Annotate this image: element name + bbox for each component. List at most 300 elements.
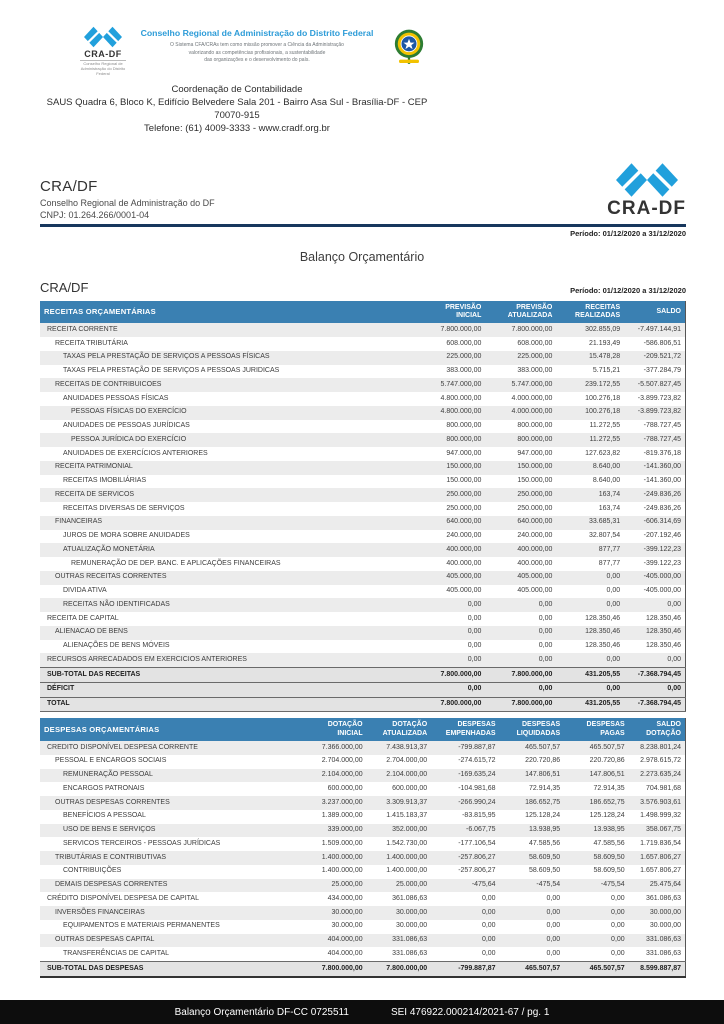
subheader-period-label: Período: 01/12/2020 a 31/12/2020 <box>570 285 686 295</box>
amount-cell: 7.800.000,00 <box>440 325 482 333</box>
amount-cell: 640.000,00 <box>446 518 482 526</box>
column-header: DESPESAS LIQUIDADAS <box>500 718 565 741</box>
report-subheader <box>40 280 686 295</box>
row-label: USO DE BENS E SERVIÇOS <box>63 826 156 834</box>
row-label: ATUALIZAÇÃO MONETÁRIA <box>63 545 155 553</box>
entity-full-name: Conselho Regional de Administração do DF <box>40 197 215 208</box>
amount-cell: 125.128,24 <box>589 812 625 820</box>
amount-cell: 30.000,00 <box>331 922 363 930</box>
amount-cell: 7.800.000,00 <box>511 325 553 333</box>
amount-cell: 361.086,63 <box>645 894 681 902</box>
amount-cell: 7.800.000,00 <box>485 668 556 683</box>
row-label: REMUNERAÇÃO PESSOAL <box>63 771 153 779</box>
amount-cell: 128.350,46 <box>585 628 621 636</box>
despesas-table <box>40 718 686 978</box>
amount-cell: 404.000,00 <box>327 936 363 944</box>
amount-cell: 0,00 <box>606 600 621 608</box>
amount-cell: 2.104.000,00 <box>321 771 363 779</box>
column-header: DOTAÇÃO INICIAL <box>305 718 367 741</box>
amount-cell: 125.128,24 <box>525 812 561 820</box>
amount-cell: -3.899.723,82 <box>637 408 681 416</box>
data-row <box>40 810 686 824</box>
amount-cell: -249.836,26 <box>643 504 681 512</box>
amount-cell: -586.806,51 <box>643 339 681 347</box>
data-row <box>40 892 686 906</box>
amount-cell: 0,00 <box>611 894 625 902</box>
amount-cell: 361.086,63 <box>392 894 428 902</box>
amount-cell: -7.497.144,91 <box>637 325 681 333</box>
mission-line: O Sistema CFA/CRAs tem como missão promover a Ciência da Administração <box>170 42 344 49</box>
address-line: SAUS Quadra 6, Bloco K, Edifício Belvedere Sala 201 - Bairro Asa Sul - Brasília-DF - CEP <box>46 97 428 109</box>
amount-cell: 0,00 <box>467 600 482 608</box>
amount-cell: -5.507.827,45 <box>637 380 681 388</box>
amount-cell: 240.000,00 <box>517 532 553 540</box>
amount-cell: 30.000,00 <box>331 908 363 916</box>
amount-cell: -788.727,45 <box>643 422 681 430</box>
row-label: ALIENACAO DE BENS <box>55 628 128 636</box>
amount-cell: 2.704.000,00 <box>321 757 363 765</box>
column-header: DESPESAS ORÇAMENTÁRIAS <box>40 718 305 741</box>
cra-df-diamonds-icon <box>84 26 122 48</box>
amount-cell: 240.000,00 <box>446 532 482 540</box>
data-row <box>40 598 686 612</box>
amount-cell: 1.400.000,00 <box>321 867 363 875</box>
amount-cell: 431.205,55 <box>556 697 624 712</box>
amount-cell: 640.000,00 <box>517 518 553 526</box>
receitas-table-header <box>40 301 686 324</box>
amount-cell: 600.000,00 <box>327 784 363 792</box>
column-header: PREVISÃO ATUALIZADA <box>485 301 556 324</box>
amount-cell: -475,64 <box>471 881 496 889</box>
amount-cell: 0,00 <box>546 936 561 944</box>
amount-cell: 0,00 <box>611 908 625 916</box>
amount-cell: 1.542.730,00 <box>386 839 428 847</box>
data-row <box>40 640 686 654</box>
data-row <box>40 626 686 640</box>
entity-cnpj: CNPJ: 01.264.266/0001-04 <box>40 209 150 220</box>
amount-cell: 127.623,82 <box>585 449 621 457</box>
amount-cell: 0,00 <box>467 628 482 636</box>
amount-cell: 30.000,00 <box>649 908 681 916</box>
amount-cell: 0,00 <box>667 600 681 608</box>
amount-cell: -141.360,00 <box>643 463 681 471</box>
row-label: DEMAIS DESPESAS CORRENTES <box>55 881 168 889</box>
data-row <box>40 879 686 893</box>
row-label: SERVICOS TERCEIROS - PESSOAS JURÍDICAS <box>63 839 221 847</box>
cra-df-diamonds-icon <box>616 162 678 198</box>
mission-line: valorizando as competências profissionais, a sustentabilidade <box>188 49 326 56</box>
amount-cell: 0,00 <box>538 628 553 636</box>
amount-cell: 383.000,00 <box>446 367 482 375</box>
amount-cell: 5.715,21 <box>592 367 621 375</box>
amount-cell: 0,00 <box>624 682 685 697</box>
amount-cell: 0,00 <box>546 922 561 930</box>
row-label: RECEITA DE CAPITAL <box>47 614 119 622</box>
amount-cell: 0,00 <box>546 949 561 957</box>
amount-cell: 0,00 <box>414 682 485 697</box>
amount-cell: 25.000,00 <box>331 881 363 889</box>
amount-cell: 0,00 <box>467 642 482 650</box>
row-label: TOTAL <box>40 697 414 712</box>
amount-cell: 1.389.000,00 <box>321 812 363 820</box>
amount-cell: -141.360,00 <box>643 477 681 485</box>
column-header: RECEITAS REALIZADAS <box>556 301 624 324</box>
entity-short-name: CRA/DF <box>40 177 98 195</box>
amount-cell: -799.887,87 <box>431 962 499 977</box>
amount-cell: 331.086,63 <box>645 936 681 944</box>
amount-cell: 2.273.635,24 <box>640 771 681 779</box>
row-label: RECEITA CORRENTE <box>47 325 118 333</box>
amount-cell: -606.314,69 <box>643 518 681 526</box>
amount-cell: 128.350,46 <box>585 614 621 622</box>
amount-cell: 1.400.000,00 <box>386 853 428 861</box>
amount-cell: 465.507,57 <box>500 962 565 977</box>
footer-document-reference: Balanço Orçamentário DF-CC 0725511 <box>174 1006 349 1018</box>
amount-cell: 434.000,00 <box>327 894 363 902</box>
row-label: INVERSÕES FINANCEIRAS <box>55 908 145 916</box>
data-row <box>40 585 686 599</box>
amount-cell: 405.000,00 <box>517 573 553 581</box>
amount-cell: 400.000,00 <box>517 559 553 567</box>
amount-cell: 0,00 <box>467 614 482 622</box>
amount-cell: 0,00 <box>481 908 496 916</box>
row-label: TAXAS PELA PRESTAÇÃO DE SERVIÇOS A PESSOAS JURIDICAS <box>63 367 280 375</box>
row-label: SUB-TOTAL DAS RECEITAS <box>40 668 414 683</box>
amount-cell: 25.475,64 <box>649 881 681 889</box>
amount-cell: 58.609,50 <box>593 853 625 861</box>
amount-cell: 186.652,75 <box>525 798 561 806</box>
amount-cell: 33.685,31 <box>589 518 621 526</box>
amount-cell: 0,00 <box>538 614 553 622</box>
amount-cell: 147.806,51 <box>525 771 561 779</box>
amount-cell: 220.720,86 <box>589 757 625 765</box>
row-label: ANUIDADES DE PESSOAS JURÍDICAS <box>63 422 190 430</box>
column-header: SALDO DOTAÇÃO <box>629 718 686 741</box>
amount-cell: 608.000,00 <box>517 339 553 347</box>
header-row <box>40 718 686 741</box>
brazil-coat-of-arms-icon <box>388 26 430 70</box>
row-label: BENEFÍCIOS A PESSOAL <box>63 812 146 820</box>
entity-header <box>40 162 686 220</box>
data-row <box>40 796 686 810</box>
amount-cell: 1.657.806,27 <box>640 867 681 875</box>
amount-cell: 404.000,00 <box>327 949 363 957</box>
amount-cell: 25.000,00 <box>396 881 428 889</box>
amount-cell: -475,54 <box>536 881 561 889</box>
amount-cell: 1.400.000,00 <box>321 853 363 861</box>
data-row <box>40 365 686 379</box>
amount-cell: 800.000,00 <box>517 435 553 443</box>
amount-cell: 800.000,00 <box>446 435 482 443</box>
amount-cell: 302.855,09 <box>585 325 621 333</box>
amount-cell: 163,74 <box>598 490 621 498</box>
data-row <box>40 906 686 920</box>
data-row <box>40 488 686 502</box>
amount-cell: 0,00 <box>546 908 561 916</box>
amount-cell: 1.509.000,00 <box>321 839 363 847</box>
amount-cell: 5.747.000,00 <box>440 380 482 388</box>
data-row <box>40 865 686 879</box>
amount-cell: 331.086,63 <box>392 936 428 944</box>
amount-cell: 0,00 <box>667 655 681 663</box>
amount-cell: 32.807,54 <box>589 532 621 540</box>
amount-cell: 7.438.913,37 <box>386 743 428 751</box>
row-label: JUROS DE MORA SOBRE ANUIDADES <box>63 532 190 540</box>
phone-line: Telefone: (61) 4009-3333 - www.cradf.org.br <box>144 122 330 134</box>
entity-identification <box>40 178 215 220</box>
amount-cell: 239.172,55 <box>585 380 621 388</box>
amount-cell: 400.000,00 <box>446 545 482 553</box>
despesas-table-body <box>40 741 686 977</box>
row-label: RECEITA DE SERVICOS <box>55 490 135 498</box>
amount-cell: 47.585,56 <box>593 839 625 847</box>
amount-cell: 100.276,18 <box>585 408 621 416</box>
divider-rule <box>40 224 686 227</box>
amount-cell: -257.806,27 <box>458 867 496 875</box>
page-footer-bar <box>0 1000 724 1024</box>
amount-cell: 58.609,50 <box>593 867 625 875</box>
amount-cell: 405.000,00 <box>446 587 482 595</box>
data-row <box>40 851 686 865</box>
amount-cell: 0,00 <box>481 922 496 930</box>
column-header: PREVISÃO INICIAL <box>414 301 485 324</box>
row-label: RECEITAS DE CONTRIBUICOES <box>55 380 162 388</box>
row-label: CRÉDITO DISPONÍVEL DESPESA DE CAPITAL <box>47 894 199 902</box>
amount-cell: 0,00 <box>611 949 625 957</box>
amount-cell: 947.000,00 <box>446 449 482 457</box>
row-label: TRIBUTÁRIAS E CONTRIBUTIVAS <box>55 853 167 861</box>
mission-statement <box>138 42 376 64</box>
amount-cell: 0,00 <box>606 587 621 595</box>
amount-cell: -399.122,23 <box>643 559 681 567</box>
amount-cell: 8.238.801,24 <box>640 743 681 751</box>
row-label: DIVIDA ATIVA <box>63 587 107 595</box>
amount-cell: -405.000,00 <box>643 573 681 581</box>
amount-cell: 465.507,57 <box>589 743 625 751</box>
summary-row <box>40 697 686 712</box>
amount-cell: 30.000,00 <box>396 908 428 916</box>
amount-cell: 1.498.999,32 <box>640 812 681 820</box>
amount-cell: 405.000,00 <box>517 587 553 595</box>
amount-cell: 128.350,46 <box>645 614 681 622</box>
amount-cell: -475,54 <box>600 881 625 889</box>
row-label: DÉFICIT <box>40 682 414 697</box>
data-row <box>40 433 686 447</box>
amount-cell: 7.800.000,00 <box>367 962 432 977</box>
amount-cell: 72.914,35 <box>593 784 625 792</box>
amount-cell: 600.000,00 <box>392 784 428 792</box>
amount-cell: 0,00 <box>481 894 496 902</box>
data-row <box>40 934 686 948</box>
data-row <box>40 543 686 557</box>
data-row <box>40 837 686 851</box>
address-block <box>0 84 474 135</box>
column-header: RECEITAS ORÇAMENTÁRIAS <box>40 301 414 324</box>
amount-cell: 30.000,00 <box>649 922 681 930</box>
amount-cell: 21.193,49 <box>589 339 621 347</box>
row-label: EQUIPAMENTOS E MATERIAIS PERMANENTES <box>63 922 220 930</box>
column-header: DESPESAS PAGAS <box>564 718 629 741</box>
cra-df-logo-small <box>80 26 126 76</box>
row-label: ANUIDADES DE EXERCÍCIOS ANTERIORES <box>63 449 208 457</box>
amount-cell: 358.067,75 <box>645 826 681 834</box>
data-row <box>40 755 686 769</box>
amount-cell: 2.104.000,00 <box>386 771 428 779</box>
amount-cell: -3.899.723,82 <box>637 394 681 402</box>
amount-cell: 0,00 <box>481 936 496 944</box>
data-row <box>40 557 686 571</box>
amount-cell: 30.000,00 <box>396 922 428 930</box>
amount-cell: 800.000,00 <box>446 422 482 430</box>
amount-cell: 128.350,46 <box>585 642 621 650</box>
data-row <box>40 378 686 392</box>
amount-cell: 0,00 <box>485 682 556 697</box>
amount-cell: 7.800.000,00 <box>414 697 485 712</box>
mission-line: das organizações e o desenvolvimento do país. <box>204 56 310 63</box>
data-row <box>40 392 686 406</box>
amount-cell: 352.000,00 <box>392 826 428 834</box>
amount-cell: 150.000,00 <box>517 477 553 485</box>
amount-cell: 128.350,46 <box>645 628 681 636</box>
amount-cell: 877,77 <box>598 545 621 553</box>
amount-cell: 339.000,00 <box>327 826 363 834</box>
row-label: OUTRAS RECEITAS CORRENTES <box>55 573 167 581</box>
amount-cell: -377.284,79 <box>643 367 681 375</box>
amount-cell: 13.938,95 <box>528 826 561 834</box>
amount-cell: 0,00 <box>546 894 561 902</box>
row-label: ANUIDADES PESSOAS FÍSICAS <box>63 394 169 402</box>
amount-cell: 225.000,00 <box>446 353 482 361</box>
amount-cell: 2.704.000,00 <box>386 757 428 765</box>
period-label: Período: 01/12/2020 a 31/12/2020 <box>570 228 686 238</box>
column-header: DOTAÇÃO ATUALIZADA <box>367 718 432 741</box>
row-label: TRANSFERÊNCIAS DE CAPITAL <box>63 949 170 957</box>
row-label: RECURSOS ARRECADADOS EM EXERCICIOS ANTERIORES <box>47 655 247 663</box>
amount-cell: 225.000,00 <box>517 353 553 361</box>
amount-cell: 58.609,50 <box>528 853 561 861</box>
amount-cell: 0,00 <box>538 655 553 663</box>
amount-cell: 0,00 <box>467 655 482 663</box>
data-row <box>40 530 686 544</box>
amount-cell: 465.507,57 <box>564 962 629 977</box>
amount-cell: 15.478,28 <box>589 353 621 361</box>
amount-cell: -799.887,87 <box>458 743 496 751</box>
amount-cell: 877,77 <box>598 559 621 567</box>
data-row <box>40 461 686 475</box>
amount-cell: -249.836,26 <box>643 490 681 498</box>
row-label: PESSOA JURÍDICA DO EXERCÍCIO <box>71 435 187 443</box>
data-row <box>40 947 686 961</box>
column-header: SALDO <box>624 301 685 324</box>
amount-cell: 0,00 <box>611 922 625 930</box>
document-title: Balanço Orçamentário <box>299 249 425 264</box>
address-cep: 70070-915 <box>214 110 260 122</box>
amount-cell: 0,00 <box>606 655 621 663</box>
amount-cell: 0,00 <box>538 600 553 608</box>
amount-cell: 250.000,00 <box>517 490 553 498</box>
amount-cell: 3.576.903,61 <box>640 798 681 806</box>
amount-cell: 7.800.000,00 <box>485 697 556 712</box>
amount-cell: 400.000,00 <box>446 559 482 567</box>
data-row <box>40 571 686 585</box>
amount-cell: -266.990,24 <box>458 798 496 806</box>
amount-cell: 704.981,68 <box>645 784 681 792</box>
logo-caption: Conselho Regional de Administração do Distrito Federal <box>80 61 126 76</box>
amount-cell: 250.000,00 <box>517 504 553 512</box>
amount-cell: 400.000,00 <box>517 545 553 553</box>
data-row <box>40 447 686 461</box>
amount-cell: 150.000,00 <box>446 463 482 471</box>
amount-cell: 128.350,46 <box>645 642 681 650</box>
amount-cell: 0,00 <box>606 573 621 581</box>
receitas-table-body <box>40 323 686 712</box>
summary-row <box>40 682 686 697</box>
amount-cell: 4.800.000,00 <box>440 394 482 402</box>
cra-df-logo-large <box>607 162 686 220</box>
amount-cell: 5.747.000,00 <box>511 380 553 388</box>
amount-cell: 0,00 <box>538 642 553 650</box>
amount-cell: 11.272,55 <box>589 435 621 443</box>
amount-cell: 4.800.000,00 <box>440 408 482 416</box>
header-row <box>40 301 686 324</box>
data-row <box>40 824 686 838</box>
amount-cell: -405.000,00 <box>643 587 681 595</box>
amount-cell: 11.272,55 <box>589 422 621 430</box>
amount-cell: 383.000,00 <box>517 367 553 375</box>
data-row <box>40 516 686 530</box>
amount-cell: 58.609,50 <box>528 867 561 875</box>
logo-acronym: CRA-DF <box>84 49 122 59</box>
amount-cell: -7.368.794,45 <box>624 697 685 712</box>
amount-cell: 1.415.183,37 <box>386 812 428 820</box>
row-label: SUB-TOTAL DAS DESPESAS <box>40 962 305 977</box>
amount-cell: 2.978.615,72 <box>640 757 681 765</box>
row-label: CONTRIBUIÇÕES <box>63 867 122 875</box>
amount-cell: 250.000,00 <box>446 490 482 498</box>
amount-cell: 3.237.000,00 <box>321 798 363 806</box>
amount-cell: 3.309.913,37 <box>386 798 428 806</box>
amount-cell: -7.368.794,45 <box>624 668 685 683</box>
amount-cell: -274.615,72 <box>458 757 496 765</box>
summary-row <box>40 962 686 977</box>
row-label: CREDITO DISPONÍVEL DESPESA CORRENTE <box>47 743 198 751</box>
amount-cell: -177.106,54 <box>458 839 496 847</box>
amount-cell: -788.727,45 <box>643 435 681 443</box>
amount-cell: -209.521,72 <box>643 353 681 361</box>
amount-cell: 220.720,86 <box>525 757 561 765</box>
amount-cell: 1.719.836,54 <box>640 839 681 847</box>
letterhead-text <box>138 26 376 64</box>
row-label: RECEITAS NÃO IDENTIFICADAS <box>63 600 170 608</box>
amount-cell: 8.599.887,87 <box>629 962 686 977</box>
amount-cell: 163,74 <box>598 504 621 512</box>
data-row <box>40 475 686 489</box>
amount-cell: 8.640,00 <box>592 463 621 471</box>
amount-cell: -399.122,23 <box>643 545 681 553</box>
row-label: RECEITAS DIVERSAS DE SERVIÇOS <box>63 504 185 512</box>
data-row <box>40 323 686 337</box>
amount-cell: -83.815,95 <box>462 812 496 820</box>
amount-cell: -207.192,46 <box>643 532 681 540</box>
data-row <box>40 351 686 365</box>
amount-cell: 7.800.000,00 <box>414 668 485 683</box>
amount-cell: 147.806,51 <box>589 771 625 779</box>
amount-cell: 7.366.000,00 <box>321 743 363 751</box>
row-label: REMUNERAÇÃO DE DEP. BANC. E APLICAÇÕES FINANCEIRAS <box>71 559 281 567</box>
amount-cell: 331.086,63 <box>645 949 681 957</box>
data-row <box>40 653 686 667</box>
summary-row <box>40 668 686 683</box>
